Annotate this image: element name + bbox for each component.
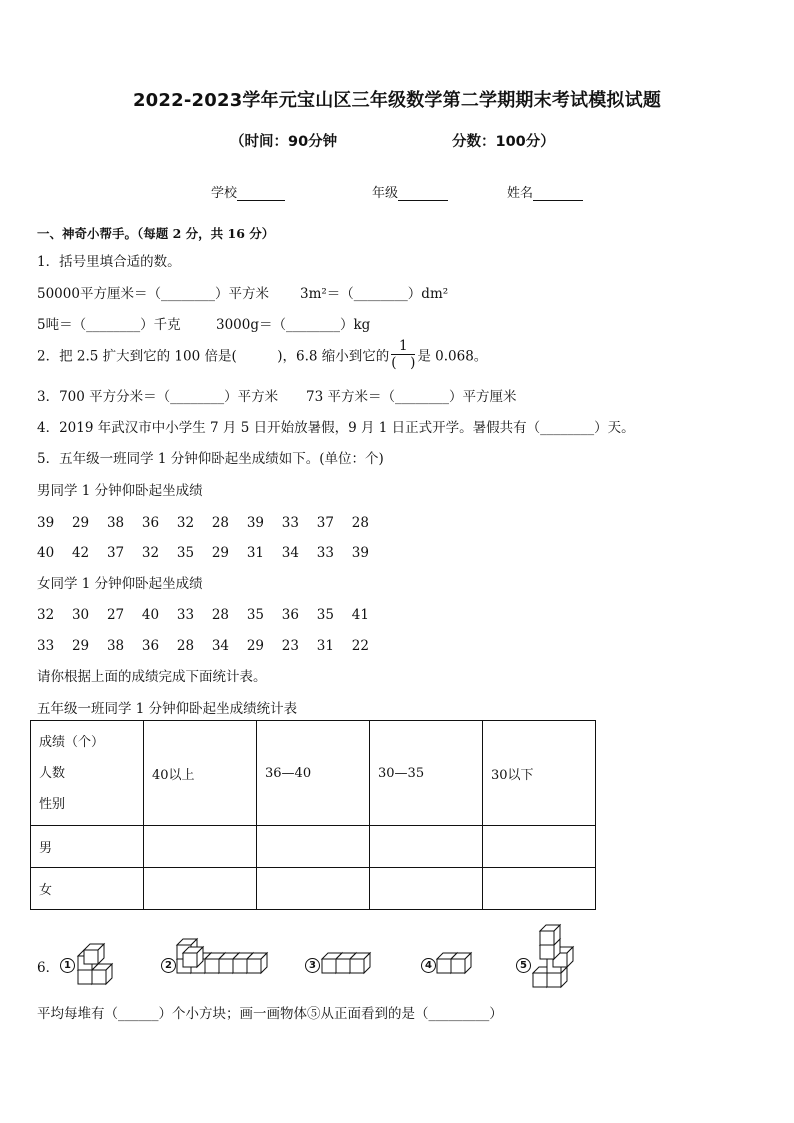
figure-1-cubes: [78, 944, 112, 984]
column-header: 30以下: [483, 721, 596, 826]
corner-score-label: 成绩（个）: [39, 734, 105, 750]
page-title: 2022-2023学年元宝山区三年级数学第二学期期末考试模拟试题: [132, 90, 662, 111]
question-3b: 73 平方米＝（________）平方厘米: [306, 389, 517, 405]
column-header: 36—40: [257, 721, 370, 826]
school-label: 学校: [211, 186, 238, 201]
question-3a: 3．700 平方分米＝（________）平方米: [37, 389, 279, 405]
figure-5-label: 5: [516, 955, 531, 974]
figure-4-cubes: [437, 953, 471, 973]
grade-label: 年级: [372, 186, 399, 201]
figure-5-cubes: [533, 925, 573, 987]
row-header-boys: 男: [31, 826, 144, 868]
q5-instruction: 请你根据上面的成绩完成下面统计表。: [37, 669, 267, 685]
fraction-denominator: ( ): [391, 355, 416, 371]
exam-score: 分数：100分）: [452, 134, 555, 150]
corner-count-label: 人数: [39, 765, 66, 781]
boys-scores-row-2: 40 42 37 32 35 29 31 34 33 39: [37, 545, 369, 561]
boys-scores-row-1: 39 29 38 36 32 28 39 33 37 28: [37, 515, 369, 531]
question-4: 4．2019 年武汉市中小学生 7 月 5 日开始放暑假，9 月 1 日正式开学。暑假共有（________）天。: [37, 420, 635, 436]
boys-label: 男同学 1 分钟仰卧起坐成绩: [37, 483, 203, 499]
girls-label: 女同学 1 分钟仰卧起坐成绩: [37, 576, 203, 592]
girls-scores-row-1: 32 30 27 40 33 28 35 36 35 41: [37, 607, 369, 623]
name-label: 姓名: [507, 186, 534, 201]
q1-item-area-m2: 50000平方厘米＝（________）平方米: [37, 286, 269, 302]
figure-2-label: 2: [161, 955, 176, 974]
question-6-number: 6．: [37, 960, 60, 976]
figure-3-cubes: [322, 953, 370, 973]
corner-gender-label: 性别: [39, 796, 66, 812]
q1-item-g-to-kg: 3000g＝（________）kg: [216, 317, 371, 333]
question-1: 1．括号里填合适的数。: [37, 254, 181, 270]
q2-after: 是 0.068。: [417, 348, 488, 365]
row-header-girls: 女: [31, 868, 144, 910]
q1-item-dm2: 3m²＝（________）dm²: [300, 286, 449, 302]
figure-1-label: 1: [60, 955, 75, 974]
q1-item-kg: 5吨＝（________）千克: [37, 317, 181, 333]
question-5: 5．五年级一班同学 1 分钟仰卧起坐成绩如下。(单位：个): [37, 451, 384, 467]
q2-before: 2．把 2.5 扩大到它的 100 倍是( )，6.8 缩小到它的: [37, 348, 390, 365]
column-header: 40以上: [144, 721, 257, 826]
figure-4-label: 4: [421, 955, 436, 974]
section-title: 一、神奇小帮手。（每题 2 分，共 16 分）: [37, 226, 275, 241]
exam-time: （时间：90分钟: [230, 134, 338, 150]
girls-scores-row-2: 33 29 38 36 28 34 29 23 31 22: [37, 638, 369, 654]
column-header: 30—35: [370, 721, 483, 826]
question-6-text: 平均每堆有（______）个小方块；画一画物体⑤从正面看到的是（_________）: [37, 1006, 503, 1022]
table-title: 五年级一班同学 1 分钟仰卧起坐成绩统计表: [37, 701, 298, 717]
fraction-numerator: 1: [391, 338, 415, 355]
figure-2-cubes: [177, 939, 267, 973]
figure-3-label: 3: [305, 955, 320, 974]
